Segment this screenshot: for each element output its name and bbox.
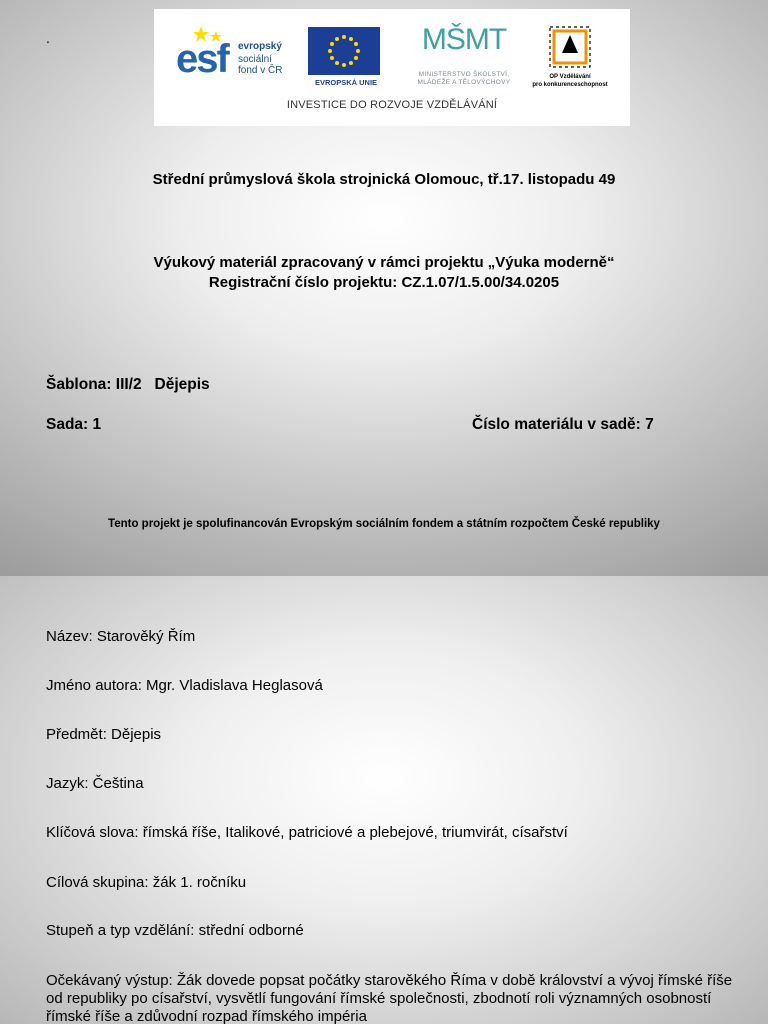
msmt-mark: MŠMT	[421, 23, 507, 56]
project-title: Výukový materiál zpracovaný v rámci projektu „Výuka moderně“	[153, 254, 615, 271]
msmt-line1: MINISTERSTVO ŠKOLSTVÍ,	[418, 71, 510, 78]
msmt-logo	[412, 23, 516, 93]
expected-outcome-paragraph: Očekávaný výstup: Žák dovede popsat počátky starověkého Říma v době království a vývoj římské říše od republiky po císařství, vysvětlí fungování římské společnosti, zbodnotí roli významných osobností římské říše a zdůvodní rozpad římského impéria	[46, 972, 733, 1024]
template-subject: Šablona: III/2 Dějepis	[46, 376, 210, 393]
op-line2: pro konkurenceschopnost	[532, 82, 608, 88]
investice-slogan: INVESTICE DO ROZVOJE VZDĚLÁVÁNÍ	[286, 99, 498, 111]
esf-line3: fond v ČR	[238, 65, 283, 76]
title-line: Název: Starověký Řím	[46, 628, 196, 645]
set-number: Sada: 1	[46, 416, 102, 433]
material-number: Číslo materiálu v sadě: 7	[472, 416, 654, 433]
op-symbol-icon	[548, 25, 592, 69]
target-group-line: Cílová skupina: žák 1. ročníku	[46, 874, 247, 891]
education-level-line: Stupeň a typ vzdělání: střední odborné	[46, 922, 304, 939]
keywords-line: Klíčová slova: římská říše, Italikové, patriciové a plebejové, triumvirát, císařství	[46, 824, 568, 841]
eu-flag-icon	[308, 27, 380, 75]
eu-label: EVROPSKÁ UNIE	[314, 78, 378, 87]
esf-line2: sociální	[238, 54, 272, 65]
esf-logo	[176, 25, 296, 89]
registration-number: Registrační číslo projektu: CZ.1.07/1.5.00/34.0205	[208, 274, 560, 291]
subject-line: Předmět: Dějepis	[46, 726, 162, 743]
eu-stars-icon	[308, 27, 380, 75]
op-logo	[530, 23, 610, 95]
funding-logos-banner	[154, 9, 630, 126]
msmt-line2: MLÁDEŽE A TĚLOVÝCHOVY	[417, 79, 511, 86]
op-line1: OP Vzdělávání	[549, 74, 591, 80]
author-line: Jméno autora: Mgr. Vladislava Heglasová	[46, 677, 323, 694]
language-line: Jazyk: Čeština	[46, 775, 144, 792]
funding-note: Tento projekt je spolufinancován Evropským sociálním fondem a státním rozpočtem České republiky	[108, 518, 660, 530]
esf-line1: evropský	[238, 41, 282, 52]
school-name: Střední průmyslová škola strojnická Olomouc, tř.17. listopadu 49	[152, 171, 616, 188]
dot-mark: .	[46, 30, 50, 46]
metadata-slide	[0, 576, 768, 1024]
esf-wordmark: esf	[176, 37, 228, 81]
